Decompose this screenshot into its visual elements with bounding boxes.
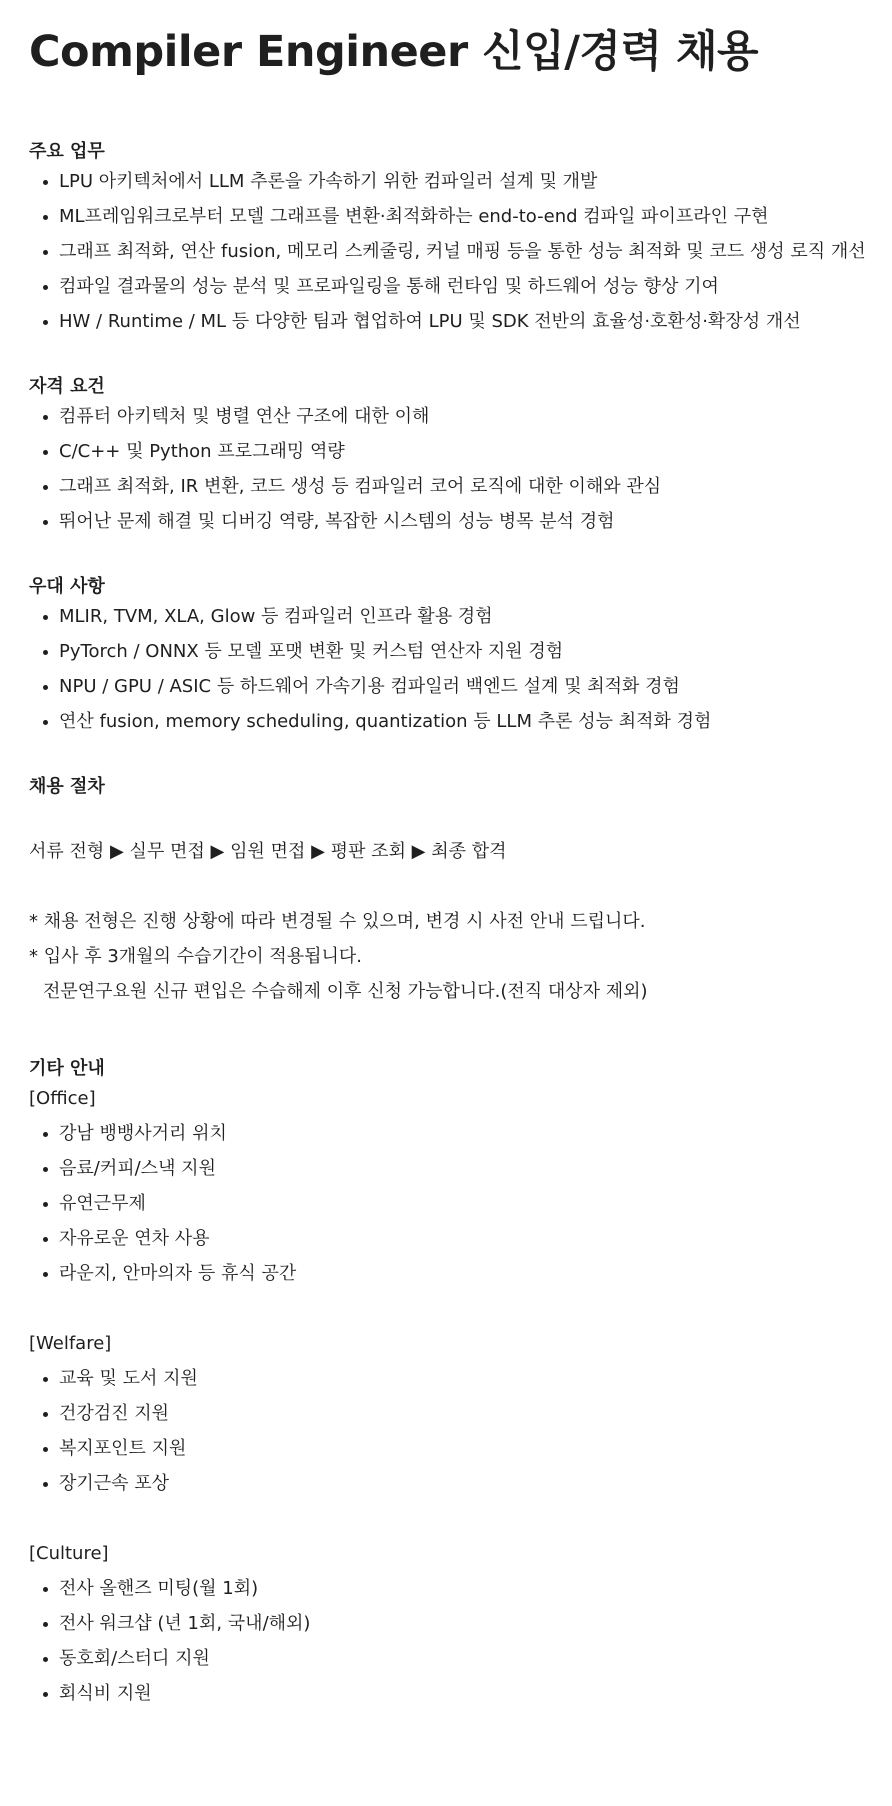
list-item: NPU / GPU / ASIC 등 하드웨어 가속기용 컴파일러 백엔드 설계 및 최적화 경험 xyxy=(29,669,863,704)
preferred-section xyxy=(29,575,863,739)
process-section xyxy=(29,775,863,1009)
office-label: [Office] xyxy=(29,1088,96,1109)
office-list xyxy=(29,1116,863,1291)
list-item: 전사 올핸즈 미팅(월 1회) xyxy=(29,1571,863,1606)
list-item: 컴파일 결과물의 성능 분석 및 프로파일링을 통해 런타임 및 하드웨어 성능 향상 기여 xyxy=(29,269,863,304)
preferred-heading: 우대 사항 xyxy=(29,576,105,597)
list-item: 그래프 최적화, 연산 fusion, 메모리 스케줄링, 커널 매핑 등을 통한 성능 최적화 및 코드 생성 로직 개선 xyxy=(29,234,863,269)
other-section xyxy=(29,1057,863,1711)
requirements-section xyxy=(29,375,863,539)
list-item: 라운지, 안마의자 등 휴식 공간 xyxy=(29,1256,863,1291)
welfare-label: [Welfare] xyxy=(29,1333,112,1354)
list-item: MLIR, TVM, XLA, Glow 등 컴파일러 인프라 활용 경험 xyxy=(29,599,863,634)
list-item: 강남 뱅뱅사거리 위치 xyxy=(29,1116,863,1151)
duties-heading: 주요 업무 xyxy=(29,141,105,162)
list-item: 자유로운 연차 사용 xyxy=(29,1221,863,1256)
requirements-heading: 자격 요건 xyxy=(29,376,105,397)
list-item: C/C++ 및 Python 프로그래밍 역량 xyxy=(29,434,863,469)
list-item: 장기근속 포상 xyxy=(29,1466,863,1501)
duties-section xyxy=(29,140,866,339)
list-item: ML프레임워크로부터 모델 그래프를 변환·최적화하는 end-to-end 컴파일 파이프라인 구현 xyxy=(29,199,863,234)
page-title: Compiler Engineer 신입/경력 채용 xyxy=(29,27,759,77)
list-item: 회식비 지원 xyxy=(29,1676,863,1711)
requirements-list xyxy=(29,399,863,539)
culture-list xyxy=(29,1571,863,1711)
preferred-list xyxy=(29,599,863,739)
list-item: 음료/커피/스낵 지원 xyxy=(29,1151,863,1186)
list-item: 연산 fusion, memory scheduling, quantization 등 LLM 추론 성능 최적화 경험 xyxy=(29,704,863,739)
process-steps: 서류 전형 ▶ 실무 면접 ▶ 임원 면접 ▶ 평판 조회 ▶ 최종 합격 xyxy=(29,841,507,862)
list-item: 건강검진 지원 xyxy=(29,1396,863,1431)
list-item: 전사 워크샵 (년 1회, 국내/해외) xyxy=(29,1606,863,1641)
list-item: HW / Runtime / ML 등 다양한 팀과 협업하여 LPU 및 SDK 전반의 효율성·호환성·확장성 개선 xyxy=(29,304,863,339)
list-item: 복지포인트 지원 xyxy=(29,1431,863,1466)
list-item: 유연근무제 xyxy=(29,1186,863,1221)
culture-label: [Culture] xyxy=(29,1543,109,1564)
list-item: 뛰어난 문제 해결 및 디버깅 역량, 복잡한 시스템의 성능 병목 분석 경험 xyxy=(29,504,863,539)
welfare-list xyxy=(29,1361,863,1501)
list-item: 컴퓨터 아키텍처 및 병렬 연산 구조에 대한 이해 xyxy=(29,399,863,434)
process-note: * 입사 후 3개월의 수습기간이 적용됩니다. xyxy=(29,946,362,967)
list-item: 교육 및 도서 지원 xyxy=(29,1361,863,1396)
duties-list xyxy=(29,164,866,339)
list-item: 동호회/스터디 지원 xyxy=(29,1641,863,1676)
process-note: * 채용 전형은 진행 상황에 따라 변경될 수 있으며, 변경 시 사전 안내 드립니다. xyxy=(29,911,646,932)
process-heading: 채용 절차 xyxy=(29,776,105,797)
list-item: LPU 아키텍처에서 LLM 추론을 가속하기 위한 컴파일러 설계 및 개발 xyxy=(29,164,863,199)
list-item: PyTorch / ONNX 등 모델 포맷 변환 및 커스텀 연산자 지원 경험 xyxy=(29,634,863,669)
list-item: 그래프 최적화, IR 변환, 코드 생성 등 컴파일러 코어 로직에 대한 이해와 관심 xyxy=(29,469,863,504)
other-heading: 기타 안내 xyxy=(29,1058,105,1079)
process-note: 전문연구요원 신규 편입은 수습해제 이후 신청 가능합니다.(전직 대상자 제외) xyxy=(43,981,648,1002)
